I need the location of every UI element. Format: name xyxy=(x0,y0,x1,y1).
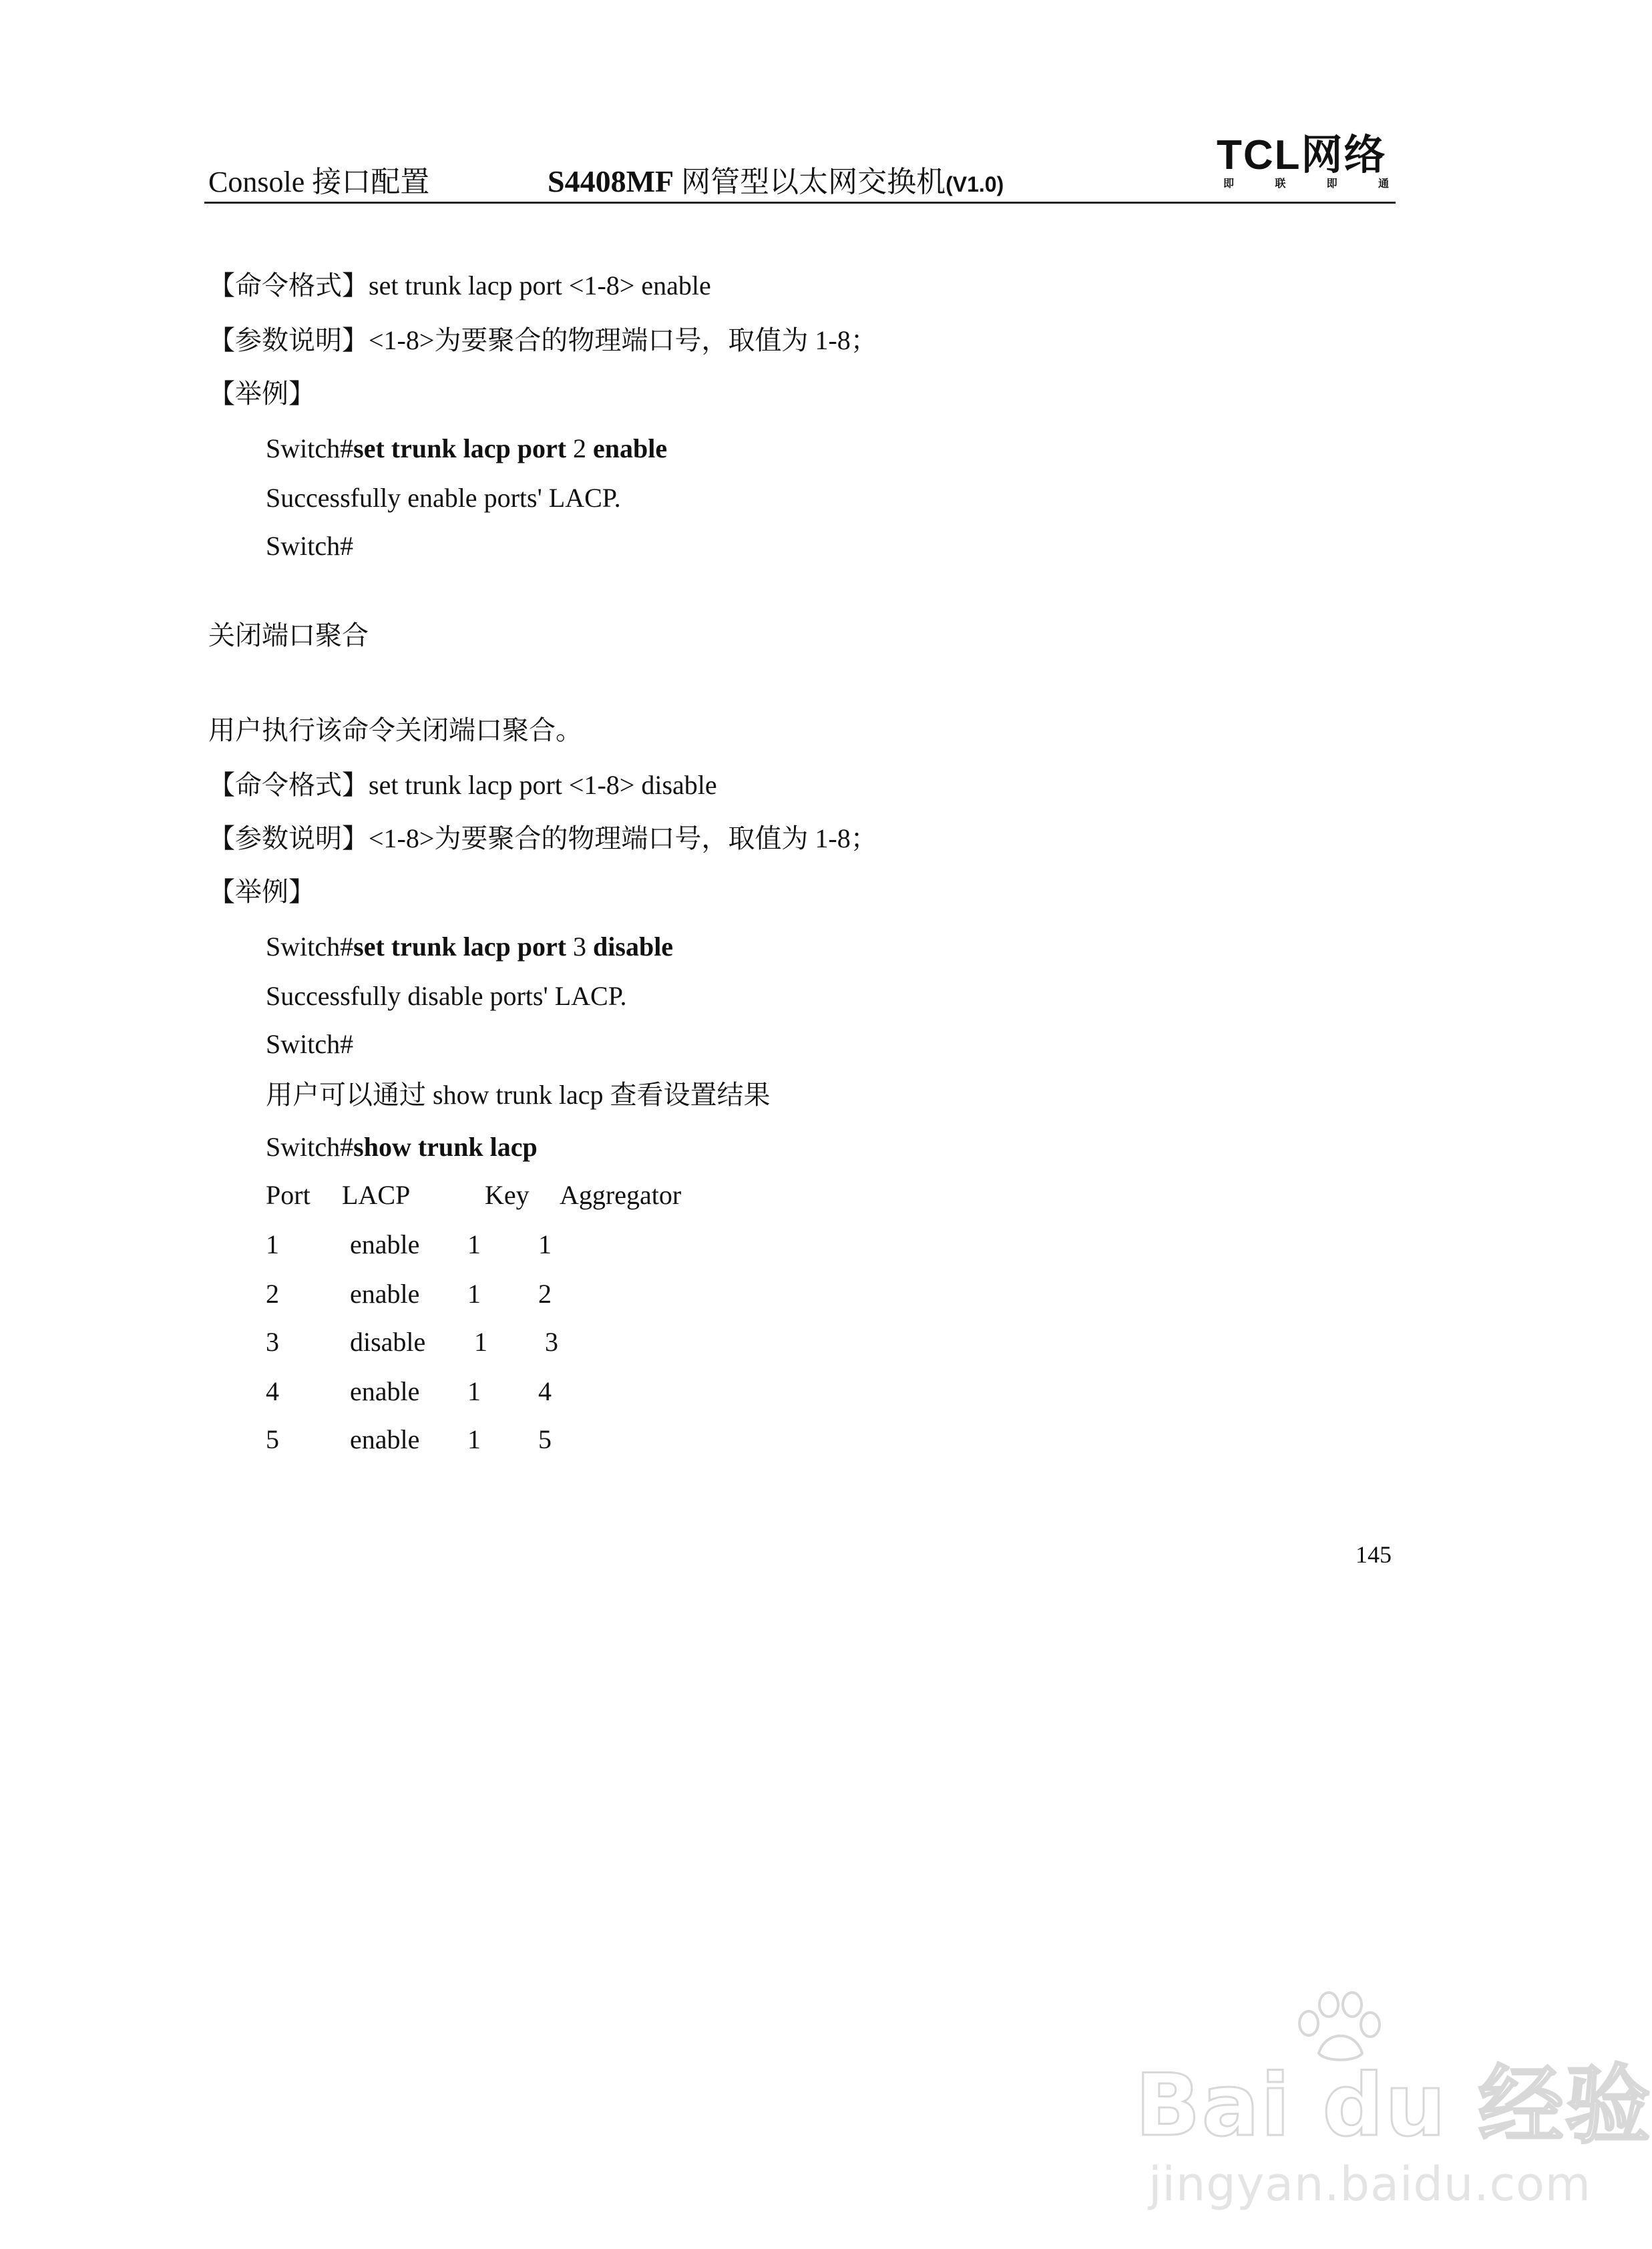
cmd-keyword: set trunk lacp port xyxy=(353,932,567,962)
table-cell-port: 3 xyxy=(266,1327,279,1357)
header-product-name: 网管型以太网交换机 xyxy=(674,166,946,198)
logo-tagline-char: 即 xyxy=(1326,177,1337,190)
cmd-keyword: enable xyxy=(593,433,668,463)
table-cell-aggregator: 1 xyxy=(538,1229,552,1259)
table-cell-aggregator: 5 xyxy=(538,1424,552,1454)
enable-format-line xyxy=(208,270,711,302)
show-command-line xyxy=(266,1131,538,1163)
table-cell-key: 1 xyxy=(467,1229,481,1259)
watermark-url: jingyan.baidu.com xyxy=(1149,2157,1591,2212)
header-product-title xyxy=(548,158,1004,200)
table-cell-key: 1 xyxy=(467,1376,481,1406)
header-section-title: Console 接口配置 xyxy=(208,166,430,198)
disable-intro: 用户执行该命令关闭端口聚合。 xyxy=(208,715,582,745)
watermark-main: Bai du 经验 xyxy=(1135,2056,1652,2156)
logo-tagline-char: 即 xyxy=(1223,177,1235,190)
param-label: 【参数说明】 xyxy=(208,325,369,355)
logo-tagline-char: 通 xyxy=(1378,177,1389,190)
disable-format-line xyxy=(208,769,717,801)
logo-tagline-char: 联 xyxy=(1275,177,1286,190)
table-cell-aggregator: 4 xyxy=(538,1376,552,1406)
table-cell-aggregator: 2 xyxy=(538,1279,552,1309)
logo-text: TCL网络 xyxy=(1217,132,1387,178)
param-text: <1-8>为要聚合的物理端口号，取值为 1-8； xyxy=(369,823,877,853)
enable-example-label: 【举例】 xyxy=(208,379,315,409)
table-header: Port xyxy=(266,1180,311,1210)
disable-prompt-end: Switch# xyxy=(266,1029,354,1059)
show-note: 用户可以通过 show trunk lacp 查看设置结果 xyxy=(266,1080,771,1110)
page-number: 145 xyxy=(1356,1541,1392,1568)
table-header: Key xyxy=(485,1180,530,1210)
table-cell-key: 1 xyxy=(467,1279,481,1309)
table-cell-port: 2 xyxy=(266,1279,279,1309)
disable-example-label: 【举例】 xyxy=(208,877,315,907)
format-label: 【命令格式】 xyxy=(208,770,369,800)
format-text: set trunk lacp port <1-8> disable xyxy=(369,770,717,800)
table-cell-lacp: enable xyxy=(350,1376,420,1406)
table-cell-key: 1 xyxy=(467,1424,481,1454)
cmd-prompt: Switch# xyxy=(266,433,354,463)
table-cell-lacp: disable xyxy=(350,1327,426,1357)
tcl-logo xyxy=(1217,134,1389,194)
disable-result: Successfully disable ports' LACP. xyxy=(266,981,627,1011)
header-version: (V1.0) xyxy=(946,172,1004,196)
format-text: set trunk lacp port <1-8> enable xyxy=(369,270,711,300)
header-rule xyxy=(204,202,1396,204)
baidu-watermark xyxy=(1135,1990,1652,2212)
table-header: LACP xyxy=(342,1180,411,1210)
table-cell-lacp: enable xyxy=(350,1424,420,1454)
table-cell-lacp: enable xyxy=(350,1279,420,1309)
param-text: <1-8>为要聚合的物理端口号，取值为 1-8； xyxy=(369,325,877,355)
disable-param-line xyxy=(208,823,877,855)
cmd-prompt: Switch# xyxy=(266,932,354,962)
table-cell-port: 1 xyxy=(266,1229,279,1259)
table-header: Aggregator xyxy=(560,1180,682,1210)
logo-tagline xyxy=(1223,175,1389,190)
disable-heading: 关闭端口聚合 xyxy=(208,620,369,650)
cmd-keyword: set trunk lacp port xyxy=(353,433,567,463)
disable-command-line xyxy=(266,931,673,963)
cmd-prompt: Switch# xyxy=(266,1132,354,1162)
param-label: 【参数说明】 xyxy=(208,823,369,853)
table-cell-key: 1 xyxy=(474,1327,487,1357)
table-cell-aggregator: 3 xyxy=(545,1327,558,1357)
cmd-keyword: show trunk lacp xyxy=(353,1132,538,1162)
table-cell-lacp: enable xyxy=(350,1229,420,1259)
enable-param-line xyxy=(208,325,877,357)
enable-result: Successfully enable ports' LACP. xyxy=(266,483,621,513)
enable-prompt-end: Switch# xyxy=(266,531,354,561)
cmd-keyword: disable xyxy=(593,932,674,962)
cmd-arg: 2 xyxy=(566,433,594,463)
table-cell-port: 4 xyxy=(266,1376,279,1406)
table-cell-port: 5 xyxy=(266,1424,279,1454)
format-label: 【命令格式】 xyxy=(208,270,369,300)
enable-command-line xyxy=(266,433,667,465)
cmd-arg: 3 xyxy=(566,932,594,962)
header-model: S4408MF xyxy=(548,164,674,198)
